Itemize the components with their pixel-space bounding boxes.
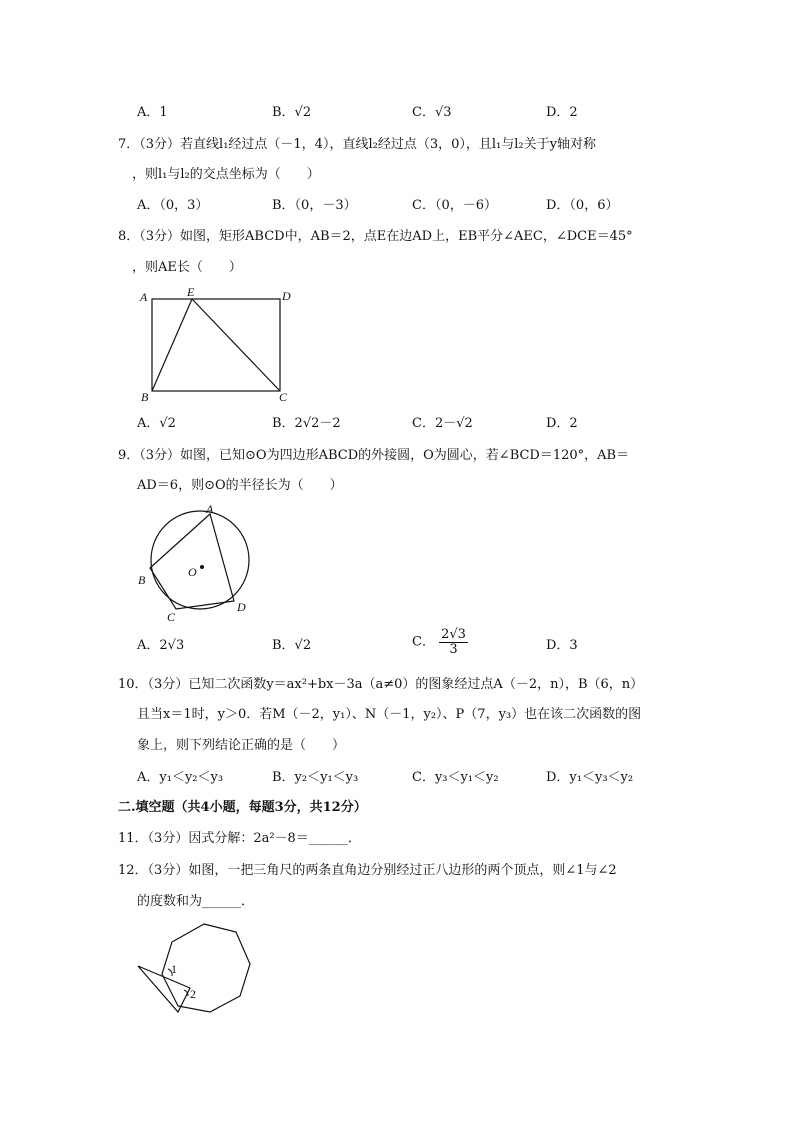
q7-option-a: A．（0，3） xyxy=(137,198,209,213)
q9-stem-line2: AD＝6，则⊙O的半径长为（ ） xyxy=(137,478,343,493)
q7-option-c: C．（0，－6） xyxy=(412,198,497,213)
q6-option-d: D．2 xyxy=(546,105,578,120)
fraction-numerator: 2√3 xyxy=(441,627,466,642)
q9-option-d: D．3 xyxy=(546,638,578,653)
q8-stem-line1: 8．（3分）如图，矩形ABCD中，AB＝2，点E在边AD上，EB平分∠AEC，∠DCE＝45° xyxy=(118,229,633,244)
q6-option-b: B．√2 xyxy=(272,105,312,120)
fraction-denominator: 3 xyxy=(449,642,458,657)
q8-option-b: B．2√2－2 xyxy=(272,416,341,431)
segment-ec xyxy=(192,299,280,391)
q9-circle-figure xyxy=(132,500,264,626)
q9-option-b: B．√2 xyxy=(272,638,312,653)
set-square-triangle xyxy=(138,966,190,1012)
q11-stem: 11．（3分）因式分解：2a²－8＝______． xyxy=(118,831,361,846)
q6-option-a: A．1 xyxy=(137,105,168,120)
q8-label-e: E xyxy=(187,285,195,299)
q9-option-c xyxy=(412,628,468,657)
q10-option-b: B．y₂＜y₁＜y₃ xyxy=(272,770,359,785)
q12-octagon-figure xyxy=(132,918,258,1018)
section-fill-in-blank-heading: 二.填空题（共4小题，每题3分，共12分） xyxy=(118,800,367,815)
q10-option-d: D．y₁＜y₃＜y₂ xyxy=(546,770,634,785)
q9-option-c-fraction xyxy=(439,628,468,657)
q8-stem-line2: ，则AE长（ ） xyxy=(132,260,242,275)
q9-label-d: D xyxy=(237,600,246,614)
q8-option-a: A．√2 xyxy=(137,416,176,431)
center-dot xyxy=(200,565,204,569)
q10-option-c: C．y₃＜y₁＜y₂ xyxy=(412,770,499,785)
q12-label-2: 2 xyxy=(190,987,196,1001)
q8-label-c: C xyxy=(279,390,288,404)
q10-stem-line2: 且当x＝1时，y＞0．若M（－2，y₁）、N（－1，y₂）、P（7，y₃）也在该二次函数的图 xyxy=(137,707,642,722)
q12-stem-line2: 的度数和为______． xyxy=(137,894,255,909)
q8-label-a: A xyxy=(140,290,148,304)
q8-option-d: D．2 xyxy=(546,416,578,431)
q9-label-b: B xyxy=(138,573,146,587)
q10-stem-line1: 10．（3分）已知二次函数y＝ax²+bx－3a（a≠0）的图象经过点A（－2，n），B（6，n） xyxy=(118,677,644,692)
q8-label-d: D xyxy=(282,289,291,303)
q9-stem-line1: 9．（3分）如图，已知⊙O为四边形ABCD的外接圆，O为圆心，若∠BCD＝120°，AB＝ xyxy=(118,448,630,463)
q8-label-b: B xyxy=(141,390,149,404)
rectangle-abcd xyxy=(152,299,280,391)
q9-label-o: O xyxy=(188,565,197,579)
q7-stem-line1: 7．（3分）若直线l₁经过点（－1，4），直线l₂经过点（3，0），且l₁与l₂关于y轴对称 xyxy=(118,137,596,152)
segment-eb xyxy=(152,299,192,391)
q9-option-c-label: C． xyxy=(412,634,435,650)
q10-stem-line3: 象上，则下列结论正确的是（ ） xyxy=(137,738,346,753)
q8-option-c: C．2－√2 xyxy=(412,416,473,431)
q12-label-1: 1 xyxy=(171,962,177,976)
q10-option-a: A．y₁＜y₂＜y₃ xyxy=(137,770,224,785)
q9-label-a: A xyxy=(206,502,214,516)
circumcircle xyxy=(151,511,249,609)
q9-option-a: A．2√3 xyxy=(137,638,185,653)
q7-stem-line2: ，则l₁与l₂的交点坐标为（ ） xyxy=(132,167,320,182)
q9-label-c: C xyxy=(167,610,176,624)
q7-option-d: D．（0，6） xyxy=(546,198,619,213)
q12-stem-line1: 12．（3分）如图，一把三角尺的两条直角边分别经过正八边形的两个顶点，则∠1与∠2 xyxy=(118,863,617,878)
q8-rectangle-figure xyxy=(136,284,306,406)
q6-option-c: C．√3 xyxy=(412,105,452,120)
q7-option-b: B．（0，－3） xyxy=(272,198,357,213)
